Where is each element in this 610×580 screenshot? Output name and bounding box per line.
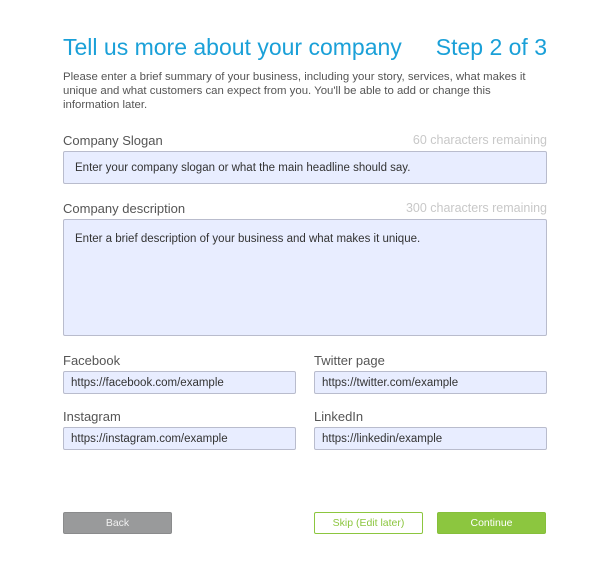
linkedin-input[interactable]	[314, 427, 547, 450]
skip-edit-later-button[interactable]: Skip (Edit later)	[314, 512, 423, 534]
instagram-input[interactable]	[63, 427, 296, 450]
step-indicator: Step 2 of 3	[435, 34, 547, 60]
back-button[interactable]: Back	[63, 512, 172, 534]
page-title: Tell us more about your company	[63, 34, 402, 60]
description-label: Company description	[63, 201, 186, 216]
facebook-label: Facebook	[63, 353, 121, 368]
instagram-label: Instagram	[63, 409, 121, 424]
slogan-input[interactable]	[63, 151, 547, 184]
description-textarea[interactable]	[63, 219, 547, 336]
slogan-counter: 60 characters remaining	[412, 133, 547, 147]
facebook-input[interactable]	[63, 371, 296, 394]
description-counter: 300 characters remaining	[405, 201, 547, 215]
twitter-input[interactable]	[314, 371, 547, 394]
twitter-label: Twitter page	[314, 353, 385, 368]
form-header	[63, 34, 547, 61]
linkedin-label: LinkedIn	[314, 409, 364, 424]
slogan-label: Company Slogan	[63, 133, 163, 148]
intro-text: Please enter a brief summary of your business, including your story, services, what makes it unique and what customers can expect from you. You'll be able to add or change this information later.	[63, 71, 526, 111]
continue-button[interactable]: Continue	[437, 512, 546, 534]
